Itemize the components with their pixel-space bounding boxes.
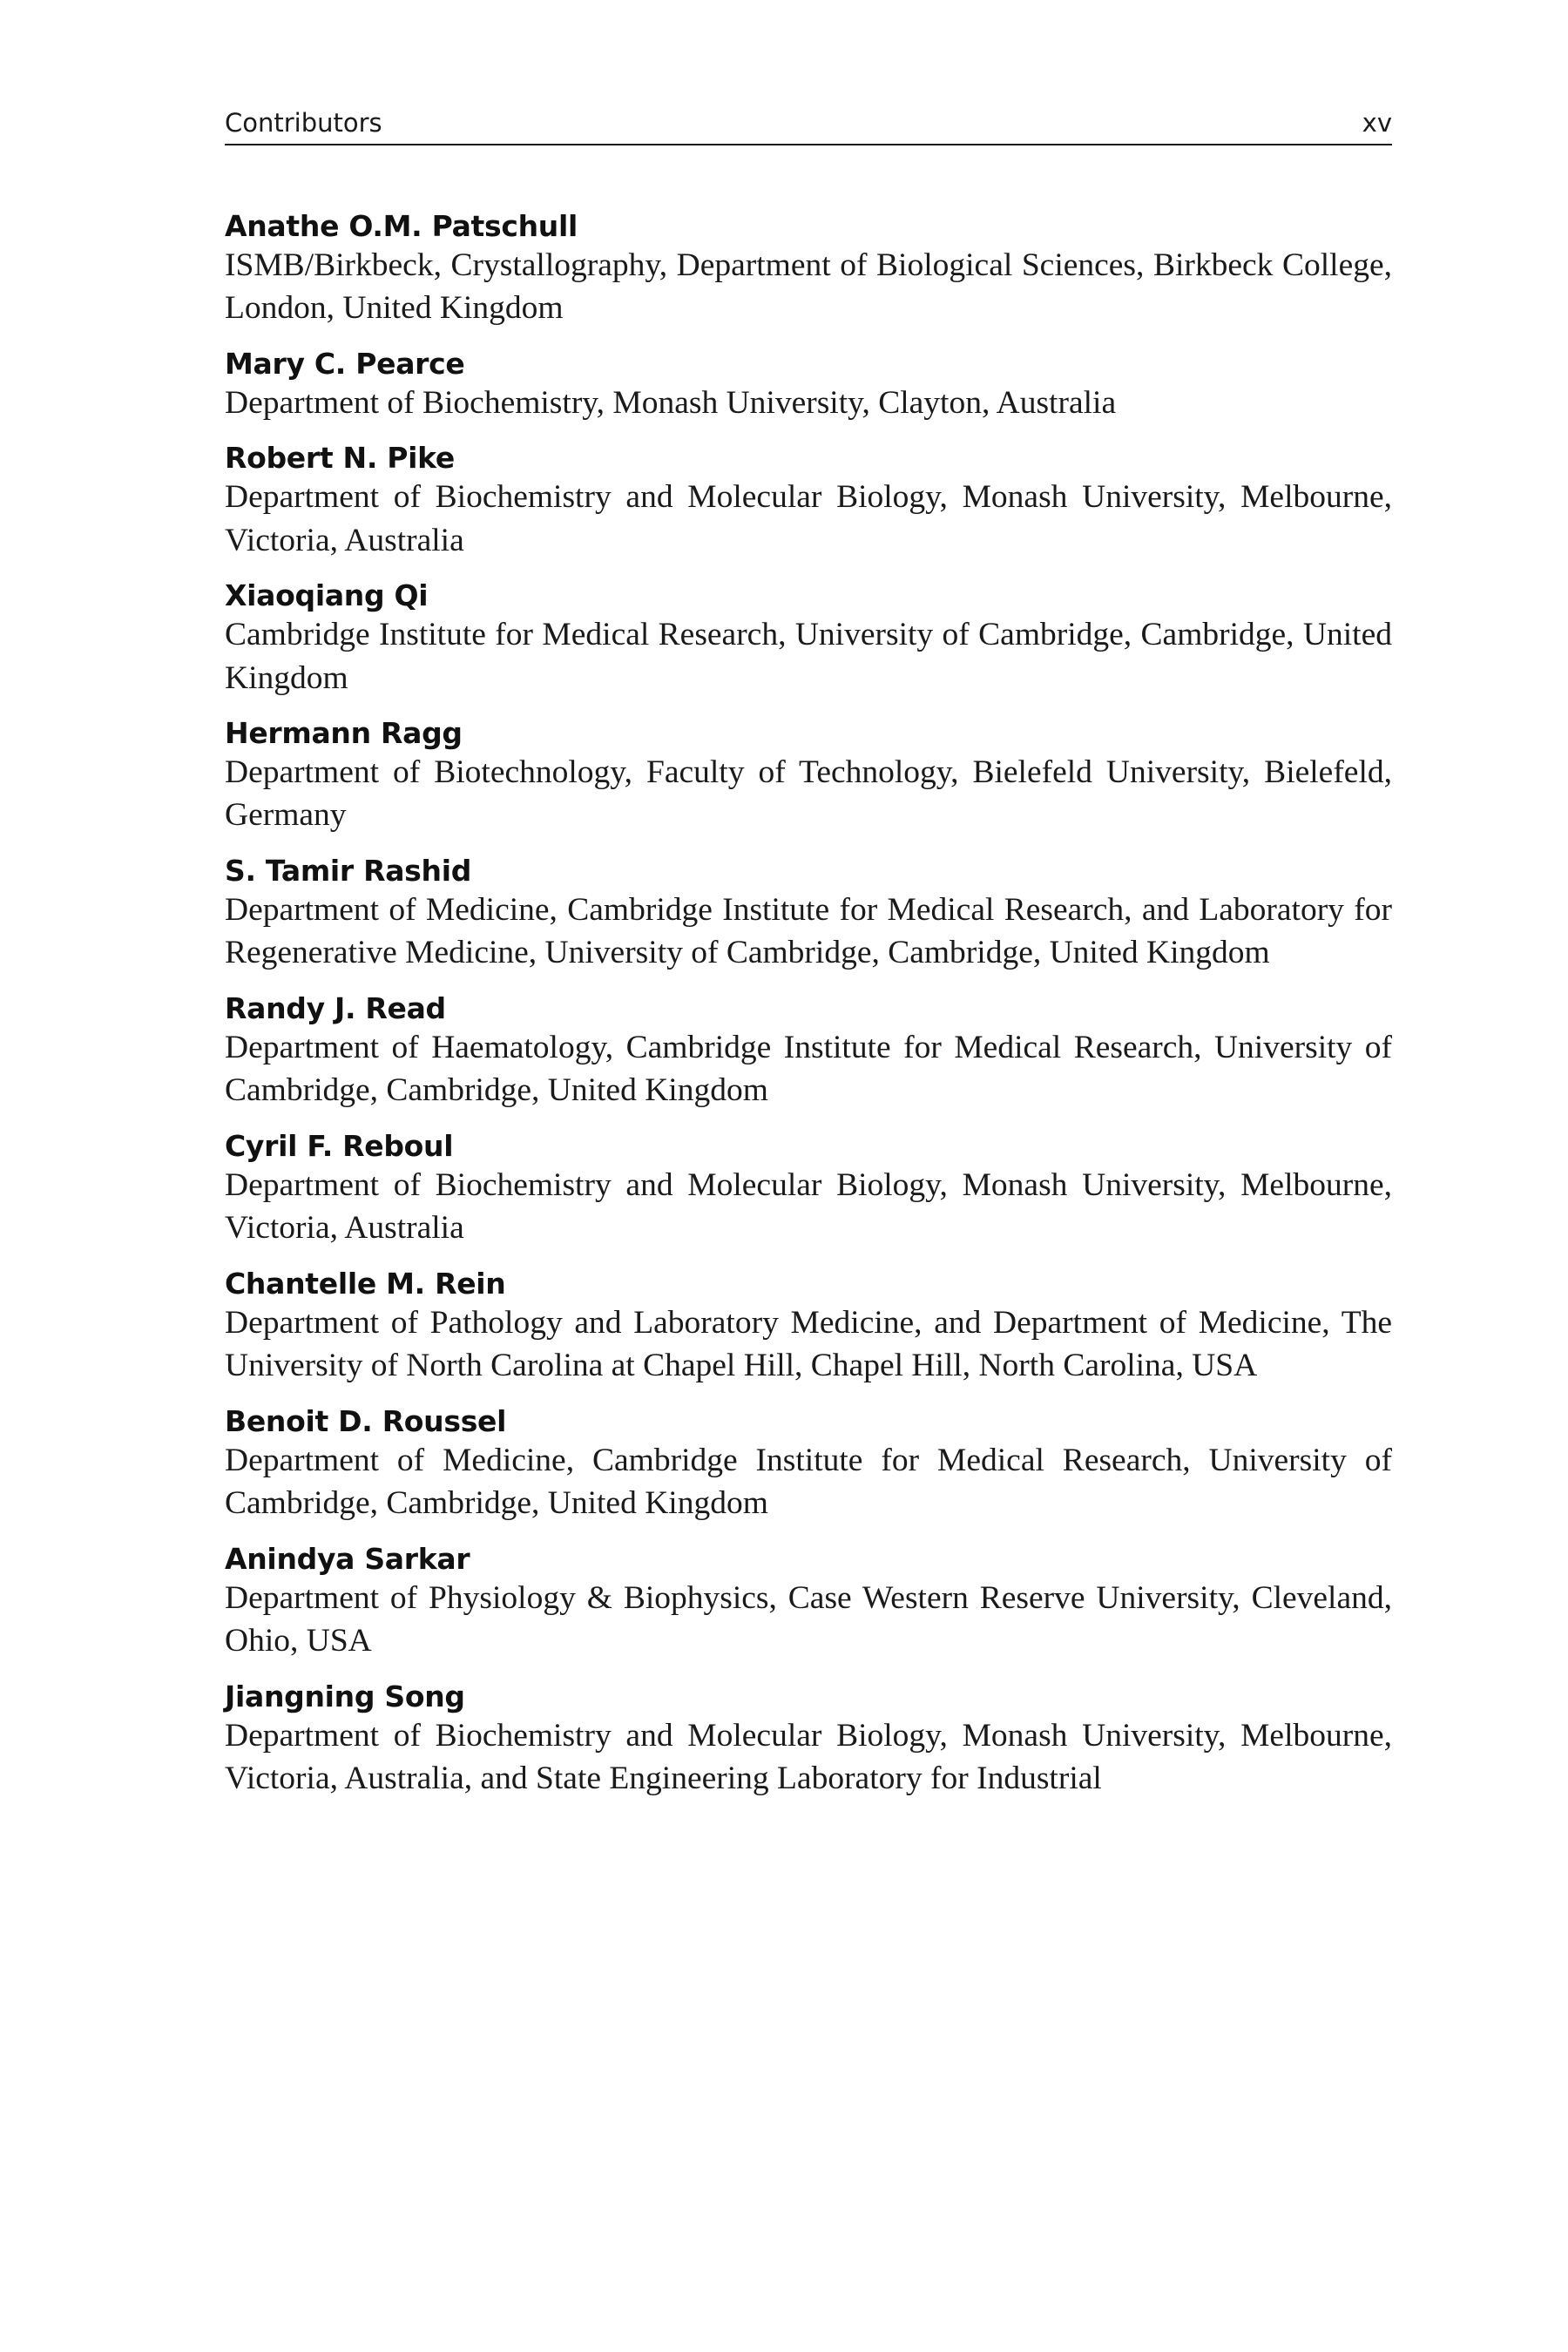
contributor-entry [225, 855, 1392, 975]
contributor-entry [225, 210, 1392, 330]
contributor-affiliation: Department of Pathology and Laboratory Medicine, and Department of Medicine, The University of North Carolina at Chapel Hill, Chapel Hill, North Carolina, USA [225, 1304, 1392, 1384]
contributor-entry [225, 348, 1392, 424]
contributor-name: Cyril F. Reboul [225, 1128, 454, 1163]
contributor-entry [225, 1267, 1392, 1388]
contributor-entry [225, 717, 1392, 837]
contributor-name: Jiangning Song [225, 1679, 465, 1713]
contributor-affiliation: Department of Physiology & Biophysics, Case Western Reserve University, Cleveland, Ohio, USA [225, 1579, 1392, 1659]
contributor-name: Robert N. Pike [225, 441, 456, 476]
contributor-name: Anindya Sarkar [225, 1541, 470, 1576]
contributor-name: Hermann Ragg [225, 716, 463, 751]
contributor-name: Randy J. Read [225, 990, 446, 1025]
contributor-name: Benoit D. Roussel [225, 1403, 507, 1438]
contributor-affiliation: Department of Medicine, Cambridge Institute for Medical Research, and Laboratory for Regenerative Medicine, University of Cambridge, Cambridge, United Kingdom [225, 891, 1392, 971]
contributor-affiliation: Department of Biochemistry and Molecular Biology, Monash University, Melbourne, Victoria, Australia [225, 1166, 1392, 1247]
contributor-entry [225, 1680, 1392, 1801]
contributor-affiliation: Department of Biochemistry, Monash University, Clayton, Australia [225, 384, 1117, 421]
contributor-affiliation: Department of Medicine, Cambridge Institute for Medical Research, University of Cambridge, Cambridge, United Kingdom [225, 1442, 1392, 1522]
contributor-affiliation: Department of Biotechnology, Faculty of Technology, Bielefeld University, Bielefeld, Germany [225, 754, 1392, 834]
contributor-list [225, 210, 1392, 1801]
contributor-name: S. Tamir Rashid [225, 853, 472, 888]
contributor-affiliation: ISMB/Birkbeck, Crystallography, Department of Biological Sciences, Birkbeck College, London, United Kingdom [225, 247, 1392, 327]
contributor-name: Mary C. Pearce [225, 346, 465, 381]
contributor-entry [225, 992, 1392, 1112]
contributor-affiliation: Department of Haematology, Cambridge Institute for Medical Research, University of Cambridge, Cambridge, United Kingdom [225, 1029, 1392, 1109]
contributor-entry [225, 1405, 1392, 1525]
section-title: Contributors [225, 108, 382, 138]
contributor-entry [225, 1543, 1392, 1663]
contributor-affiliation: Department of Biochemistry and Molecular Biology, Monash University, Melbourne, Victoria, Australia [225, 479, 1392, 558]
contributor-name: Xiaoqiang Qi [225, 578, 429, 613]
contributor-affiliation: Cambridge Institute for Medical Research, University of Cambridge, Cambridge, United Kingdom [225, 617, 1392, 696]
contributor-entry [225, 579, 1392, 700]
contributor-name: Anathe O.M. Patschull [225, 208, 578, 243]
contributor-entry [225, 442, 1392, 562]
page-number: xv [1362, 108, 1392, 138]
contributor-entry [225, 1130, 1392, 1250]
contributor-affiliation: Department of Biochemistry and Molecular Biology, Monash University, Melbourne, Victoria, Australia, and State Engineering Laboratory for Industrial [225, 1717, 1392, 1797]
book-page [225, 108, 1392, 1818]
contributor-name: Chantelle M. Rein [225, 1266, 506, 1301]
running-head [225, 108, 1392, 145]
